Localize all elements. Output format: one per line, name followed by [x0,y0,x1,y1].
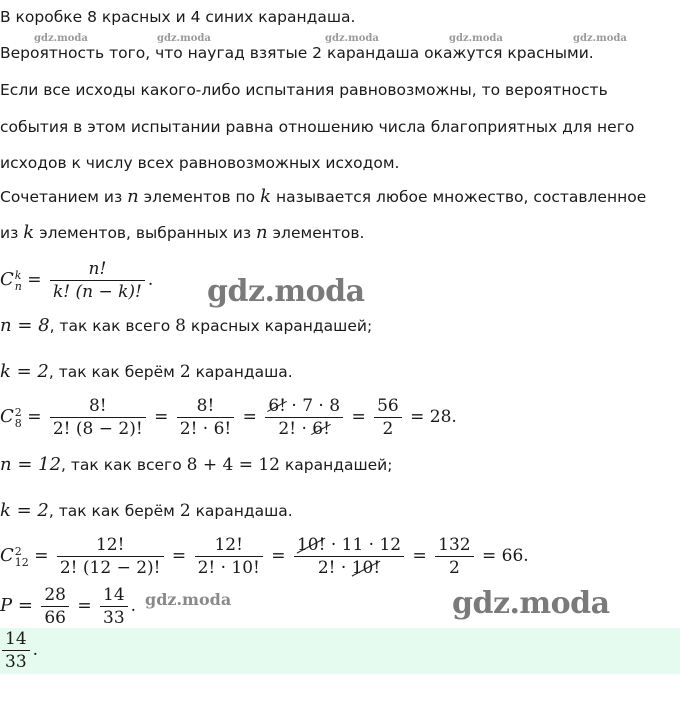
step1-n-line [0,316,372,336]
calculation-c-12-2 [0,534,529,579]
numerator: 8! [177,395,235,418]
denominator [294,557,404,579]
watermark-large-2: gdz.moda [452,586,610,621]
period: . [130,596,137,616]
denominator: 2 [448,558,460,578]
equals: = [412,546,427,566]
answer-fraction [2,628,30,673]
denominator: 2! · 6! [179,419,232,439]
combination-symbol: C [0,545,14,566]
numerator: 56 [374,395,402,418]
text: карандашей; [279,456,393,474]
value: 8 + 4 = 12 [186,455,280,475]
numerator: 12! [57,534,164,557]
period: . [32,640,39,660]
denominator: 33 [103,608,125,628]
equals: = [171,546,187,566]
equals: = [242,407,257,427]
numerator: 12! [195,534,263,557]
combination-indices [15,546,29,568]
watermark-small-4: gdz.moda [449,33,503,44]
calculation-c-8-2 [0,395,457,440]
denominator-rest: 2! · [278,419,313,439]
answer-box [0,628,680,674]
text: из [0,224,24,242]
superscript: 2 [14,544,22,558]
numerator-rest: · 7 · 8 [285,396,341,416]
cancelled-factor: 6! [268,396,286,416]
cancelled-factor: 10! [296,535,326,555]
watermark-small-5: gdz.moda [573,33,627,44]
text: называется любое множество, составленное [271,188,647,206]
numerator: 14 [100,584,128,607]
numerator: n! [50,258,145,281]
equals: = [271,546,286,566]
subscript: n [14,279,22,293]
var-n: n [256,222,268,243]
text: красных карандашей; [185,317,373,335]
step2-n-line [0,455,392,475]
equals: = [154,407,169,427]
period: . [147,270,154,290]
text: карандаша. [190,363,293,381]
text: элементов по [138,188,261,206]
combination-symbol: C [0,269,14,290]
step1-k-line [0,362,293,382]
theory-line-3: исходов к числу всех равновозможных исходом. [0,154,400,172]
result: = 28. [410,407,457,427]
numerator-rest: · 11 · 12 [325,535,402,555]
numerator: 28 [41,584,69,607]
watermark-medium: gdz.moda [145,590,232,609]
k-equation: k = 2 [0,361,49,382]
watermark-small-2: gdz.moda [157,33,211,44]
problem-line-2: Вероятность того, что наугад взятые 2 карандаша окажутся красными. [0,44,594,62]
numerator [265,395,343,418]
subscript: 12 [14,555,29,569]
var-k: k [260,186,272,207]
n-equation: n = 8 [0,315,50,336]
denominator: 66 [44,608,66,628]
probability-line [0,584,136,629]
equals: = [27,270,42,290]
answer-value [0,628,38,673]
fraction-4 [435,534,473,579]
cancelled-factor: 10! [351,558,381,578]
text: элементов, выбранных из [34,224,257,242]
text: Сочетанием из [0,188,128,206]
text: , так как всего [49,317,176,335]
text: , так как берём [48,363,180,381]
step2-k-line [0,501,293,521]
theory-line-2: события в этом испытании равна отношению числа благоприятных для него [0,118,635,136]
combination-definition-line-1 [0,187,646,207]
equals: = [351,407,366,427]
combination-formula [0,258,153,303]
watermark-small-1: gdz.moda [34,33,88,44]
subscript: 8 [14,416,22,430]
theory-line-1: Если все исходы какого-либо испытания равновозможны, то вероятность [0,81,608,99]
value: 8 [175,316,186,336]
value: 2 [179,501,191,521]
numerator: 132 [435,534,473,557]
denominator: 2 [382,419,394,439]
combination-indices [15,407,22,429]
problem-line-1: В коробке 8 красных и 4 синих карандаша. [0,8,356,26]
denominator-rest: 2! · [317,558,352,578]
superscript: k [14,268,22,282]
fraction-3-cancelled [294,534,404,579]
k-equation: k = 2 [0,500,49,521]
text: , так как берём [48,502,180,520]
numerator: 14 [2,628,30,651]
combination-symbol: C [0,406,14,427]
fraction-1 [57,534,164,579]
equals: = [77,596,92,616]
combination-definition-line-2 [0,223,364,243]
fraction-1 [41,584,69,629]
value: 2 [179,362,191,382]
fraction-3-cancelled [265,395,343,440]
cancelled-factor: 6! [312,419,330,439]
equals: = [27,407,42,427]
numerator [294,534,404,557]
var-k: k [23,222,35,243]
formula-fraction [50,258,145,303]
text: элементов. [267,224,365,242]
combination-indices [15,270,22,292]
fraction-2 [177,395,235,440]
denominator [265,418,343,440]
text: , так как всего [61,456,187,474]
denominator: k! (n − k)! [52,282,142,302]
equals: = [34,546,49,566]
denominator: 2! (12 − 2)! [59,558,161,578]
result: = 66. [482,546,529,566]
numerator: 8! [50,395,146,418]
watermark-small-3: gdz.moda [325,33,379,44]
p-symbol: P = [0,595,33,616]
denominator: 33 [5,652,27,672]
fraction-2 [100,584,128,629]
fraction-2 [195,534,263,579]
denominator: 2! · 10! [197,558,260,578]
var-n: n [127,186,139,207]
denominator: 2! (8 − 2)! [52,419,143,439]
fraction-4 [374,395,402,440]
text: карандаша. [190,502,293,520]
watermark-large-1: gdz.moda [207,274,365,309]
n-equation: n = 12 [0,454,62,475]
fraction-1 [50,395,146,440]
superscript: 2 [14,405,22,419]
